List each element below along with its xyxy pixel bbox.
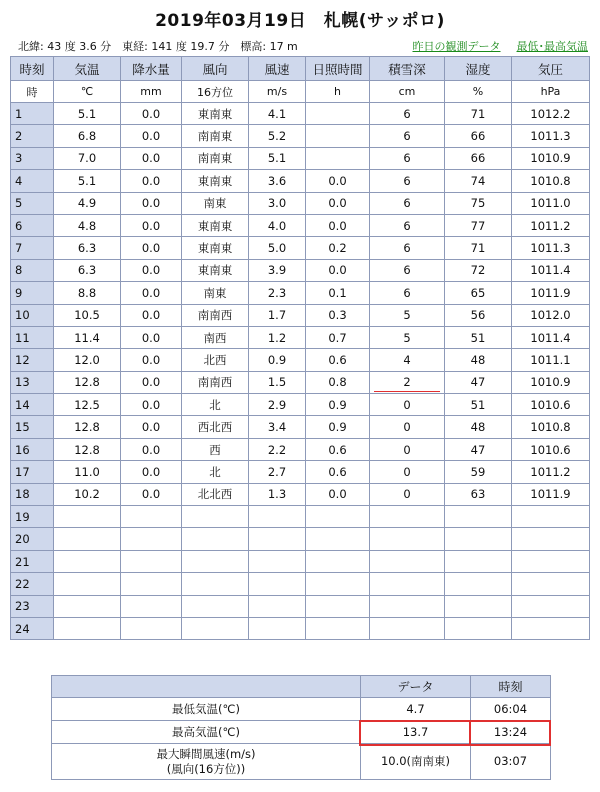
sunshine-cell: 0.9 xyxy=(306,394,370,416)
hour-cell: 4 xyxy=(11,170,54,192)
precipitation-cell: 0.0 xyxy=(121,103,182,125)
summary-label: 最高気温(℃) xyxy=(52,721,361,744)
summary-value: 10.0(南南東) xyxy=(361,744,471,780)
pressure-cell: 1010.8 xyxy=(512,170,590,192)
hour-cell: 20 xyxy=(11,528,54,550)
precipitation-cell: 0.0 xyxy=(121,371,182,393)
humidity-cell xyxy=(445,617,512,639)
sunshine-cell: 0.9 xyxy=(306,416,370,438)
wind-speed-cell: 3.9 xyxy=(249,259,306,281)
snow-depth-cell: 6 xyxy=(370,170,445,192)
humidity-cell: 77 xyxy=(445,214,512,236)
wind-direction-cell: 南南西 xyxy=(182,371,249,393)
humidity-cell: 48 xyxy=(445,416,512,438)
summary-row-max-gust xyxy=(52,744,551,780)
wind-direction-cell: 西 xyxy=(182,438,249,460)
column-header: 湿度 xyxy=(445,57,512,81)
temperature-cell: 5.1 xyxy=(54,170,121,192)
column-header: 気圧 xyxy=(512,57,590,81)
pressure-cell: 1010.9 xyxy=(512,147,590,169)
wind-direction-cell xyxy=(182,506,249,528)
wind-direction-cell: 南東 xyxy=(182,282,249,304)
table-row xyxy=(11,326,590,348)
summary-value: 4.7 xyxy=(361,698,471,721)
pressure-cell: 1011.2 xyxy=(512,214,590,236)
precipitation-cell: 0.0 xyxy=(121,304,182,326)
wind-direction-cell xyxy=(182,573,249,595)
column-header-row xyxy=(11,57,590,81)
hour-cell: 9 xyxy=(11,282,54,304)
sunshine-cell xyxy=(306,550,370,572)
wind-speed-cell: 3.0 xyxy=(249,192,306,214)
precipitation-cell: 0.0 xyxy=(121,259,182,281)
hour-cell: 18 xyxy=(11,483,54,505)
wind-speed-cell xyxy=(249,528,306,550)
table-row xyxy=(11,506,590,528)
column-header: 気温 xyxy=(54,57,121,81)
wind-speed-cell: 4.0 xyxy=(249,214,306,236)
humidity-cell xyxy=(445,573,512,595)
snow-depth-cell: 6 xyxy=(370,237,445,259)
sunshine-cell: 0.0 xyxy=(306,214,370,236)
pressure-cell: 1011.3 xyxy=(512,125,590,147)
max-temp-value-highlight xyxy=(359,720,471,746)
precipitation-cell: 0.0 xyxy=(121,214,182,236)
precipitation-cell xyxy=(121,617,182,639)
wind-speed-cell xyxy=(249,617,306,639)
table-row xyxy=(11,103,590,125)
temperature-cell: 12.8 xyxy=(54,371,121,393)
wind-direction-cell: 南南東 xyxy=(182,125,249,147)
hour-cell: 21 xyxy=(11,550,54,572)
column-unit: m/s xyxy=(249,81,306,103)
table-row xyxy=(11,349,590,371)
pressure-cell: 1011.4 xyxy=(512,326,590,348)
hour-cell: 13 xyxy=(11,371,54,393)
snow-depth-cell: 0 xyxy=(370,416,445,438)
wind-speed-cell: 0.9 xyxy=(249,349,306,371)
column-unit: ℃ xyxy=(54,81,121,103)
sunshine-cell xyxy=(306,573,370,595)
wind-speed-cell xyxy=(249,595,306,617)
wind-speed-cell: 2.7 xyxy=(249,461,306,483)
hour-cell: 24 xyxy=(11,617,54,639)
wind-direction-cell: 南西 xyxy=(182,326,249,348)
wind-speed-cell: 1.2 xyxy=(249,326,306,348)
precipitation-cell xyxy=(121,506,182,528)
pressure-cell: 1010.8 xyxy=(512,416,590,438)
column-unit: 時 xyxy=(11,81,54,103)
hour-cell: 7 xyxy=(11,237,54,259)
hour-cell: 5 xyxy=(11,192,54,214)
wind-speed-cell xyxy=(249,550,306,572)
sunshine-cell xyxy=(306,528,370,550)
temperature-cell: 8.8 xyxy=(54,282,121,304)
unit-header-row xyxy=(11,81,590,103)
sunshine-cell: 0.1 xyxy=(306,282,370,304)
snow-depth-cell: 0 xyxy=(370,394,445,416)
pressure-cell: 1011.9 xyxy=(512,483,590,505)
wind-direction-cell: 北西 xyxy=(182,349,249,371)
hour-cell: 12 xyxy=(11,349,54,371)
table-row xyxy=(11,304,590,326)
precipitation-cell: 0.0 xyxy=(121,237,182,259)
hour-cell: 22 xyxy=(11,573,54,595)
hour-cell: 17 xyxy=(11,461,54,483)
temperature-cell: 11.4 xyxy=(54,326,121,348)
wind-speed-cell: 2.3 xyxy=(249,282,306,304)
snow-depth-cell: 6 xyxy=(370,103,445,125)
sunshine-cell: 0.3 xyxy=(306,304,370,326)
temperature-cell: 12.8 xyxy=(54,416,121,438)
temperature-cell: 6.3 xyxy=(54,237,121,259)
temperature-cell: 12.5 xyxy=(54,394,121,416)
precipitation-cell: 0.0 xyxy=(121,125,182,147)
wind-direction-cell: 南南西 xyxy=(182,304,249,326)
pressure-cell: 1010.6 xyxy=(512,438,590,460)
wind-speed-cell: 5.0 xyxy=(249,237,306,259)
table-row xyxy=(11,483,590,505)
precipitation-cell: 0.0 xyxy=(121,170,182,192)
wind-direction-cell: 東南東 xyxy=(182,259,249,281)
snow-depth-cell: 0 xyxy=(370,483,445,505)
table-row xyxy=(11,394,590,416)
pressure-cell: 1011.9 xyxy=(512,282,590,304)
pressure-cell xyxy=(512,528,590,550)
pressure-cell: 1011.0 xyxy=(512,192,590,214)
sunshine-cell xyxy=(306,103,370,125)
wind-speed-cell: 5.2 xyxy=(249,125,306,147)
temperature-cell: 4.8 xyxy=(54,214,121,236)
table-row xyxy=(11,617,590,639)
humidity-cell: 66 xyxy=(445,147,512,169)
humidity-cell: 51 xyxy=(445,326,512,348)
summary-time: 13:24 xyxy=(471,721,551,744)
wind-direction-cell: 南南東 xyxy=(182,147,249,169)
sunshine-cell: 0.2 xyxy=(306,237,370,259)
pressure-cell: 1011.3 xyxy=(512,237,590,259)
humidity-cell: 74 xyxy=(445,170,512,192)
snow-depth-cell: 6 xyxy=(370,147,445,169)
wind-direction-cell: 東南東 xyxy=(182,170,249,192)
snow-depth-cell: 5 xyxy=(370,326,445,348)
sunshine-cell: 0.6 xyxy=(306,438,370,460)
wind-direction-cell xyxy=(182,550,249,572)
hourly-table-body xyxy=(11,103,590,640)
sunshine-cell: 0.0 xyxy=(306,192,370,214)
table-row xyxy=(11,438,590,460)
humidity-cell: 66 xyxy=(445,125,512,147)
hour-cell: 19 xyxy=(11,506,54,528)
snow-depth-cell: 0 xyxy=(370,461,445,483)
temperature-cell: 11.0 xyxy=(54,461,121,483)
pressure-cell xyxy=(512,617,590,639)
wind-direction-cell xyxy=(182,528,249,550)
humidity-cell: 47 xyxy=(445,438,512,460)
pressure-cell xyxy=(512,506,590,528)
table-row xyxy=(11,416,590,438)
temperature-cell: 10.5 xyxy=(54,304,121,326)
wind-direction-cell: 北 xyxy=(182,394,249,416)
precipitation-cell: 0.0 xyxy=(121,349,182,371)
column-header: 風向 xyxy=(182,57,249,81)
hour-cell: 15 xyxy=(11,416,54,438)
table-row xyxy=(11,237,590,259)
table-row xyxy=(11,125,590,147)
humidity-cell: 51 xyxy=(445,394,512,416)
pressure-cell: 1012.2 xyxy=(512,103,590,125)
humidity-cell: 47 xyxy=(445,371,512,393)
wind-direction-cell: 東南東 xyxy=(182,214,249,236)
precipitation-cell: 0.0 xyxy=(121,461,182,483)
snow-depth-cell: 4 xyxy=(370,349,445,371)
pressure-cell xyxy=(512,550,590,572)
pressure-cell: 1011.2 xyxy=(512,461,590,483)
temperature-cell xyxy=(54,617,121,639)
column-unit: hPa xyxy=(512,81,590,103)
sunshine-cell: 0.8 xyxy=(306,371,370,393)
precipitation-cell xyxy=(121,550,182,572)
humidity-cell: 71 xyxy=(445,237,512,259)
pressure-cell: 1010.6 xyxy=(512,394,590,416)
precipitation-cell: 0.0 xyxy=(121,282,182,304)
hour-cell: 3 xyxy=(11,147,54,169)
humidity-cell: 65 xyxy=(445,282,512,304)
table-row xyxy=(11,461,590,483)
hour-cell: 23 xyxy=(11,595,54,617)
column-header: 風速 xyxy=(249,57,306,81)
temperature-cell: 10.2 xyxy=(54,483,121,505)
sunshine-cell xyxy=(306,595,370,617)
sunshine-cell xyxy=(306,506,370,528)
humidity-cell: 75 xyxy=(445,192,512,214)
pressure-cell: 1012.0 xyxy=(512,304,590,326)
wind-speed-cell: 1.5 xyxy=(249,371,306,393)
hour-cell: 2 xyxy=(11,125,54,147)
summary-label-line2: (風向(16方位)) xyxy=(166,761,246,776)
temperature-cell: 12.0 xyxy=(54,349,121,371)
precipitation-cell: 0.0 xyxy=(121,394,182,416)
pressure-cell: 1010.9 xyxy=(512,371,590,393)
wind-direction-cell xyxy=(182,595,249,617)
hour-cell: 16 xyxy=(11,438,54,460)
pressure-cell: 1011.1 xyxy=(512,349,590,371)
hour-cell: 6 xyxy=(11,214,54,236)
precipitation-cell xyxy=(121,595,182,617)
sunshine-cell: 0.6 xyxy=(306,461,370,483)
wind-direction-cell: 東南東 xyxy=(182,237,249,259)
precipitation-cell xyxy=(121,573,182,595)
table-row xyxy=(11,192,590,214)
snow-depth-cell: 0 xyxy=(370,438,445,460)
humidity-cell: 72 xyxy=(445,259,512,281)
temperature-cell: 6.3 xyxy=(54,259,121,281)
wind-speed-cell xyxy=(249,573,306,595)
station-location: 北緯: 43 度 3.6 分 東経: 141 度 19.7 分 標高: 17 m xyxy=(18,40,298,53)
hour-cell: 14 xyxy=(11,394,54,416)
table-row xyxy=(11,528,590,550)
temperature-cell: 5.1 xyxy=(54,103,121,125)
sunshine-cell: 0.0 xyxy=(306,483,370,505)
column-unit: mm xyxy=(121,81,182,103)
precipitation-cell xyxy=(121,528,182,550)
temperature-cell xyxy=(54,573,121,595)
page-title: 2019年03月19日 札幌(サッポロ) xyxy=(155,11,445,31)
table-row xyxy=(11,550,590,572)
snow-depth-cell: 6 xyxy=(370,282,445,304)
station-info-bar xyxy=(18,38,588,54)
table-row xyxy=(11,595,590,617)
wind-direction-cell xyxy=(182,617,249,639)
humidity-cell: 59 xyxy=(445,461,512,483)
summary-header-data: データ xyxy=(361,676,471,698)
humidity-cell xyxy=(445,506,512,528)
snow-depth-cell: 6 xyxy=(370,125,445,147)
hour-cell: 10 xyxy=(11,304,54,326)
precipitation-cell: 0.0 xyxy=(121,483,182,505)
wind-speed-cell: 1.7 xyxy=(249,304,306,326)
pressure-cell: 1011.4 xyxy=(512,259,590,281)
summary-header-blank xyxy=(52,676,361,698)
wind-direction-cell: 北 xyxy=(182,461,249,483)
summary-value: 13.7 xyxy=(361,721,471,744)
temperature-cell xyxy=(54,550,121,572)
snow-depth-cell xyxy=(370,595,445,617)
wind-direction-cell: 北北西 xyxy=(182,483,249,505)
wind-speed-cell: 2.9 xyxy=(249,394,306,416)
snow-depth-cell xyxy=(370,528,445,550)
table-row xyxy=(11,147,590,169)
column-unit: cm xyxy=(370,81,445,103)
temperature-cell xyxy=(54,506,121,528)
sunshine-cell xyxy=(306,125,370,147)
humidity-cell: 63 xyxy=(445,483,512,505)
sunshine-cell: 0.6 xyxy=(306,349,370,371)
snow-depth-cell: 6 xyxy=(370,214,445,236)
temperature-cell: 6.8 xyxy=(54,125,121,147)
hourly-observation-table xyxy=(10,56,590,640)
summary-time: 03:07 xyxy=(471,744,551,780)
humidity-cell: 48 xyxy=(445,349,512,371)
summary-time: 06:04 xyxy=(471,698,551,721)
humidity-cell xyxy=(445,595,512,617)
snow-depth-cell: 6 xyxy=(370,259,445,281)
sunshine-cell xyxy=(306,147,370,169)
hour-cell: 11 xyxy=(11,326,54,348)
nav-links xyxy=(413,38,589,54)
summary-header-row xyxy=(52,676,551,698)
summary-header-time: 時刻 xyxy=(471,676,551,698)
precipitation-cell: 0.0 xyxy=(121,147,182,169)
column-header: 降水量 xyxy=(121,57,182,81)
precipitation-cell: 0.0 xyxy=(121,192,182,214)
wind-direction-cell: 南東 xyxy=(182,192,249,214)
sunshine-cell: 0.0 xyxy=(306,259,370,281)
snow-depth-cell xyxy=(370,506,445,528)
humidity-cell: 71 xyxy=(445,103,512,125)
yesterday-data-link[interactable]: 昨日の観測データ xyxy=(412,40,501,53)
column-unit: % xyxy=(445,81,512,103)
temperature-cell: 4.9 xyxy=(54,192,121,214)
wind-speed-cell: 2.2 xyxy=(249,438,306,460)
table-row xyxy=(11,573,590,595)
precipitation-cell: 0.0 xyxy=(121,416,182,438)
wind-speed-cell: 1.3 xyxy=(249,483,306,505)
sunshine-cell xyxy=(306,617,370,639)
hour-cell: 8 xyxy=(11,259,54,281)
wind-speed-cell: 3.6 xyxy=(249,170,306,192)
table-row xyxy=(11,214,590,236)
sunshine-cell: 0.0 xyxy=(306,170,370,192)
pressure-cell xyxy=(512,573,590,595)
snow-depth-cell xyxy=(370,550,445,572)
column-header: 積雪深 xyxy=(370,57,445,81)
summary-label xyxy=(52,744,361,780)
wind-speed-cell xyxy=(249,506,306,528)
humidity-cell: 56 xyxy=(445,304,512,326)
column-unit: h xyxy=(306,81,370,103)
table-row xyxy=(11,170,590,192)
pressure-cell xyxy=(512,595,590,617)
wind-speed-cell: 5.1 xyxy=(249,147,306,169)
precipitation-cell: 0.0 xyxy=(121,326,182,348)
wind-direction-cell: 西北西 xyxy=(182,416,249,438)
summary-row-min-temp xyxy=(52,698,551,721)
wind-direction-cell: 東南東 xyxy=(182,103,249,125)
snow-depth-cell xyxy=(370,617,445,639)
hour-cell: 1 xyxy=(11,103,54,125)
min-max-temp-link[interactable]: 最低･最高気温 xyxy=(516,40,588,53)
column-unit: 16方位 xyxy=(182,81,249,103)
humidity-cell xyxy=(445,550,512,572)
max-temp-time-highlight xyxy=(469,720,551,746)
snow-depth-cell: 6 xyxy=(370,192,445,214)
snow-depth-cell: 5 xyxy=(370,304,445,326)
snow-depth-cell: 2 xyxy=(370,371,445,393)
humidity-cell xyxy=(445,528,512,550)
wind-speed-cell: 4.1 xyxy=(249,103,306,125)
sunshine-cell: 0.7 xyxy=(306,326,370,348)
table-row xyxy=(11,259,590,281)
table-row xyxy=(11,282,590,304)
summary-label: 最低気温(℃) xyxy=(52,698,361,721)
snow-depth-cell xyxy=(370,573,445,595)
summary-label-line1: 最大瞬間風速(m/s) xyxy=(156,746,256,761)
temperature-cell xyxy=(54,595,121,617)
column-header: 日照時間 xyxy=(306,57,370,81)
table-row xyxy=(11,371,590,393)
temperature-cell: 7.0 xyxy=(54,147,121,169)
column-header: 時刻 xyxy=(11,57,54,81)
temperature-cell: 12.8 xyxy=(54,438,121,460)
precipitation-cell: 0.0 xyxy=(121,438,182,460)
temperature-cell xyxy=(54,528,121,550)
wind-speed-cell: 3.4 xyxy=(249,416,306,438)
